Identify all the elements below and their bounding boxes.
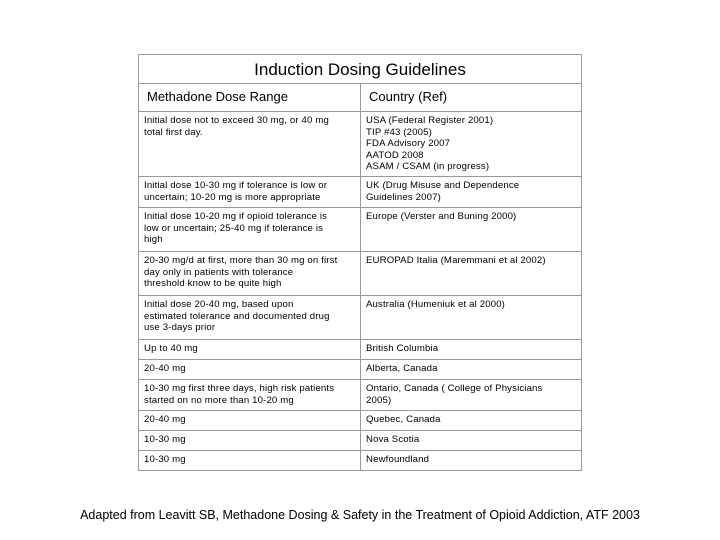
country-cell bbox=[361, 207, 582, 251]
dose-line: 20-40 mg bbox=[144, 362, 186, 374]
country-cell bbox=[361, 359, 582, 379]
country-line: British Columbia bbox=[366, 342, 439, 354]
dose-cell bbox=[139, 359, 361, 379]
table-row bbox=[139, 430, 582, 450]
country-line: FDA Advisory 2007 bbox=[366, 138, 451, 150]
dose-line: Initial dose 20-40 mg, based upon bbox=[144, 298, 294, 310]
table-row bbox=[139, 410, 582, 430]
dose-line: 10-30 mg bbox=[144, 433, 186, 445]
dose-line: Initial dose 10-30 mg if tolerance is low or bbox=[144, 179, 328, 191]
table-row bbox=[139, 295, 582, 339]
table-header-row bbox=[139, 84, 582, 112]
dose-line: use 3-days prior bbox=[144, 322, 216, 334]
country-line: Ontario, Canada ( College of Physicians bbox=[366, 382, 543, 394]
dose-line: high bbox=[144, 234, 163, 246]
table-row bbox=[139, 176, 582, 207]
table-row bbox=[139, 251, 582, 295]
table-row bbox=[139, 207, 582, 251]
dose-line: 20-40 mg bbox=[144, 413, 186, 425]
country-line: Alberta, Canada bbox=[366, 362, 438, 374]
country-cell bbox=[361, 379, 582, 410]
dose-cell bbox=[139, 176, 361, 207]
country-cell bbox=[361, 339, 582, 359]
header-dose-range: Methadone Dose Range bbox=[139, 84, 361, 112]
table-row bbox=[139, 359, 582, 379]
country-line: AATOD 2008 bbox=[366, 149, 424, 161]
country-cell bbox=[361, 450, 582, 470]
dose-line: started on no more than 10-20 mg bbox=[144, 394, 294, 406]
table-row bbox=[139, 379, 582, 410]
country-line: Newfoundland bbox=[366, 453, 430, 465]
country-line: Australia (Humeniuk et al 2000) bbox=[366, 298, 506, 310]
dose-cell bbox=[139, 251, 361, 295]
dose-cell bbox=[139, 379, 361, 410]
country-line: EUROPAD Italia (Maremmani et al 2002) bbox=[366, 254, 546, 266]
induction-dosing-table bbox=[138, 54, 582, 471]
dose-line: 20-30 mg/d at first, more than 30 mg on first bbox=[144, 254, 338, 266]
dose-line: low or uncertain; 25-40 mg if tolerance is bbox=[144, 222, 324, 234]
dose-cell bbox=[139, 207, 361, 251]
country-line: 2005) bbox=[366, 394, 392, 406]
country-line: USA (Federal Register 2001) bbox=[366, 115, 494, 126]
dose-line: Up to 40 mg bbox=[144, 342, 198, 354]
table-title-row bbox=[139, 55, 582, 84]
dose-line: total first day. bbox=[144, 126, 203, 138]
dose-line: 10-30 mg first three days, high risk patients bbox=[144, 382, 335, 394]
country-cell bbox=[361, 295, 582, 339]
country-cell bbox=[361, 430, 582, 450]
dose-line: estimated tolerance and documented drug bbox=[144, 310, 330, 322]
country-line: Quebec, Canada bbox=[366, 413, 441, 425]
country-line: UK (Drug Misuse and Dependence bbox=[366, 179, 520, 191]
dose-line: uncertain; 10-20 mg is more appropriate bbox=[144, 191, 321, 203]
table-row bbox=[139, 112, 582, 177]
dose-line: Initial dose 10-20 mg if opioid tolerance is bbox=[144, 210, 328, 222]
country-cell bbox=[361, 410, 582, 430]
dose-line: 10-30 mg bbox=[144, 453, 186, 465]
country-line: Europe (Verster and Buning 2000) bbox=[366, 210, 517, 222]
country-cell bbox=[361, 176, 582, 207]
country-line: Nova Scotia bbox=[366, 433, 420, 445]
dose-cell bbox=[139, 430, 361, 450]
dose-line: Initial dose not to exceed 30 mg, or 40 mg bbox=[144, 115, 329, 126]
source-citation: Adapted from Leavitt SB, Methadone Dosing & Safety in the Treatment of Opioid Addiction, ATF 2003 bbox=[80, 508, 640, 522]
country-cell bbox=[361, 251, 582, 295]
country-line: ASAM / CSAM (in progress) bbox=[366, 161, 490, 173]
header-country: Country (Ref) bbox=[361, 84, 582, 112]
dose-line: day only in patients with tolerance bbox=[144, 266, 294, 278]
table-title: Induction Dosing Guidelines bbox=[139, 55, 582, 84]
dose-cell bbox=[139, 410, 361, 430]
dose-cell bbox=[139, 450, 361, 470]
dose-line: threshold know to be quite high bbox=[144, 278, 282, 290]
dose-cell bbox=[139, 339, 361, 359]
table-row bbox=[139, 339, 582, 359]
dose-cell bbox=[139, 295, 361, 339]
table-row bbox=[139, 450, 582, 470]
country-line: TIP #43 (2005) bbox=[366, 126, 432, 138]
country-line: Guidelines 2007) bbox=[366, 191, 441, 203]
country-cell bbox=[361, 112, 582, 177]
dose-cell bbox=[139, 112, 361, 177]
